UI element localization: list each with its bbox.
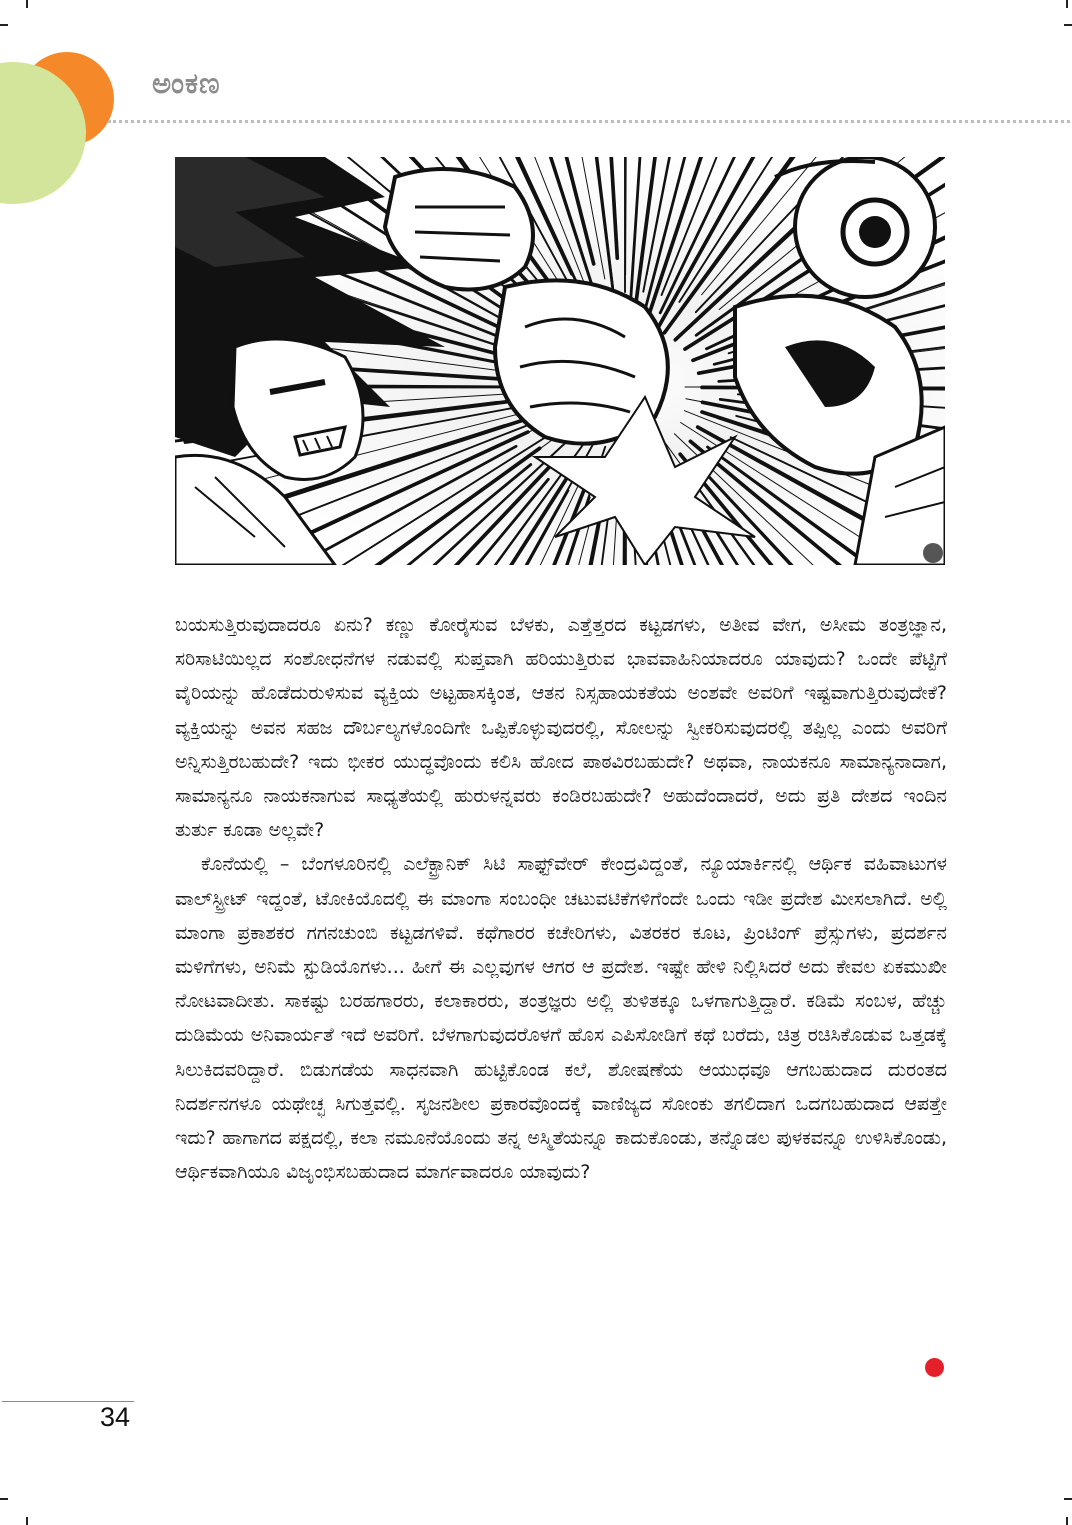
article-paragraph-1: ಬಯಸುತ್ತಿರುವುದಾದರೂ ಏನು? ಕಣ್ಣು ಕೋರೈಸುವ ಬೆಳಕು, ಎತ್ತೆತ್ತರದ ಕಟ್ಟಡಗಳು, ಅತೀವ ವೇಗ, ಅಸೀಮ ತಂತ್ರಜ್ಞಾನ, ಸರಿಸಾಟಿಯಿಲ್ಲದ ಸಂಶೋಧನೆಗಳ ನಡುವಲ್ಲಿ ಸುಪ್ತವಾಗಿ ಹರಿಯುತ್ತಿರುವ ಭಾವವಾಹಿನಿಯಾದರೂ ಯಾವುದು? ಒಂದೇ ಪೆಟ್ಟಿಗೆ ವೈರಿಯನ್ನು ಹೊಡೆದುರುಳಿಸುವ ವ್ಯಕ್ತಿಯ ಅಟ್ಟಹಾಸಕ್ಕಿಂತ, ಆತನ ನಿಸ್ಸಹಾಯಕತೆಯ ಅಂಶವೇ ಅವರಿಗೆ ಇಷ್ಟವಾಗುತ್ತಿರುವುದೇಕೆ? ವ್ಯಕ್ತಿಯನ್ನು ಅವನ ಸಹಜ ದೌರ್ಬಲ್ಯಗಳೊಂದಿಗೇ ಒಪ್ಪಿಕೊಳ್ಳುವುದರಲ್ಲಿ, ಸೋಲನ್ನು ಸ್ವೀಕರಿಸುವುದರಲ್ಲಿ ತಪ್ಪಿಲ್ಲ ಎಂದು ಅವರಿಗೆ ಅನ್ನಿಸುತ್ತಿರಬಹುದೇ? ಇದು ಭೀಕರ ಯುದ್ಧವೊಂದು ಕಲಿಸಿ ಹೋದ ಪಾಠವಿರಬಹುದೇ? ಅಥವಾ, ನಾಯಕನೂ ಸಾಮಾನ್ಯನಾದಾಗ, ಸಾಮಾನ್ಯನೂ ನಾಯಕನಾಗುವ ಸಾಧ್ಯತೆಯಲ್ಲಿ ಹುರುಳನ್ನವರು ಕಂಡಿರಬಹುದೇ? ಅಹುದೆಂದಾದರೆ, ಅದು ಪ್ರತಿ ದೇಶದ ಇಂದಿನ ತುರ್ತು ಕೂಡಾ ಅಲ್ಲವೇ? [175,614,947,842]
crop-mark-top-left [26,0,28,8]
manga-illustration-icon [175,157,945,565]
article-body [175,608,947,1189]
header-dotted-divider [108,120,1070,123]
manga-illustration [175,157,945,565]
crop-mark-left-upper [0,24,8,26]
crop-mark-left-lower [0,1498,8,1500]
end-of-article-dot-icon [925,1358,944,1377]
section-title: ಅಂಕಣ [152,66,221,100]
crop-mark-bottom-left [26,1517,28,1525]
crop-mark-bottom-right [1066,1517,1068,1525]
page-number: 34 [100,1402,131,1432]
article-paragraph-2: ಕೊನೆಯಲ್ಲಿ – ಬೆಂಗಳೂರಿನಲ್ಲಿ ಎಲೆಕ್ಟ್ರಾನಿಕ್ ಸಿಟಿ ಸಾಫ್ಟ್‌ವೇರ್ ಕೇಂದ್ರವಿದ್ದಂತೆ, ನ್ಯೂಯಾರ್ಕಿನಲ್ಲಿ ಆರ್ಥಿಕ ವಹಿವಾಟುಗಳ ವಾಲ್‌ಸ್ಟ್ರೀಟ್ ಇದ್ದಂತೆ, ಟೋಕಿಯೊದಲ್ಲಿ ಈ ಮಾಂಗಾ ಸಂಬಂಧೀ ಚಟುವಟಿಕೆಗಳಿಗೆಂದೇ ಒಂದು ಇಡೀ ಪ್ರದೇಶ ಮೀಸಲಾಗಿದೆ. ಅಲ್ಲಿ ಮಾಂಗಾ ಪ್ರಕಾಶಕರ ಗಗನಚುಂಬಿ ಕಟ್ಟಡಗಳಿವೆ. ಕಥೆಗಾರರ ಕಚೇರಿಗಳು, ವಿತರಕರ ಕೂಟ, ಪ್ರಿಂಟಿಂಗ್ ಪ್ರೆಸ್ಸುಗಳು, ಪ್ರದರ್ಶನ ಮಳಿಗೆಗಳು, ಅನಿಮೆ ಸ್ಟುಡಿಯೊಗಳು... ಹೀಗೆ ಈ ಎಲ್ಲವುಗಳ ಆಗರ ಆ ಪ್ರದೇಶ. ಇಷ್ಟೇ ಹೇಳಿ ನಿಲ್ಲಿಸಿದರೆ ಅದು ಕೇವಲ ಏಕಮುಖೀ ನೋಟವಾದೀತು. ಸಾಕಷ್ಟು ಬರಹಗಾರರು, ಕಲಾಕಾರರು, ತಂತ್ರಜ್ಞರು ಅಲ್ಲಿ ತುಳಿತಕ್ಕೂ ಒಳಗಾಗುತ್ತಿದ್ದಾರೆ. ಕಡಿಮೆ ಸಂಬಳ, ಹೆಚ್ಚು ದುಡಿಮೆಯ ಅನಿವಾರ್ಯತೆ ಇದೆ ಅವರಿಗೆ. ಬೆಳಗಾಗುವುದರೊಳಗೆ ಹೊಸ ಎಪಿಸೋಡಿಗೆ ಕಥೆ ಬರೆದು, ಚಿತ್ರ ರಚಿಸಿಕೊಡುವ ಒತ್ತಡಕ್ಕೆ ಸಿಲುಕಿದವರಿದ್ದಾರೆ. ಬಿಡುಗಡೆಯ ಸಾಧನವಾಗಿ ಹುಟ್ಟಿಕೊಂಡ ಕಲೆ, ಶೋಷಣೆಯ ಆಯುಧವೂ ಆಗಬಹುದಾದ ದುರಂತದ ನಿದರ್ಶನಗಳೂ ಯಥೇಚ್ಛ ಸಿಗುತ್ತವಲ್ಲಿ. ಸೃಜನಶೀಲ ಪ್ರಕಾರವೊಂದಕ್ಕೆ ವಾಣಿಜ್ಯದ ಸೋಂಕು ತಗಲಿದಾಗ ಒದಗಬಹುದಾದ ಆಪತ್ತೇ ಇದು? ಹಾಗಾಗದ ಪಕ್ಷದಲ್ಲಿ, ಕಲಾ ನಮೂನೆಯೊಂದು ತನ್ನ ಅಸ್ಮಿತೆಯನ್ನೂ ಕಾದುಕೊಂಡು, ತನ್ನೊಡಲ ಪುಳಕವನ್ನೂ ಉಳಿಸಿಕೊಂಡು, ಆರ್ಥಿಕವಾಗಿಯೂ ವಿಜೃಂಭಿಸಬಹುದಾದ ಮಾರ್ಗವಾದರೂ ಯಾವುದು? [175,853,947,1184]
crop-mark-right-lower [1064,1498,1072,1500]
crop-mark-top-right [1066,0,1068,8]
crop-mark-right-upper [1064,24,1072,26]
